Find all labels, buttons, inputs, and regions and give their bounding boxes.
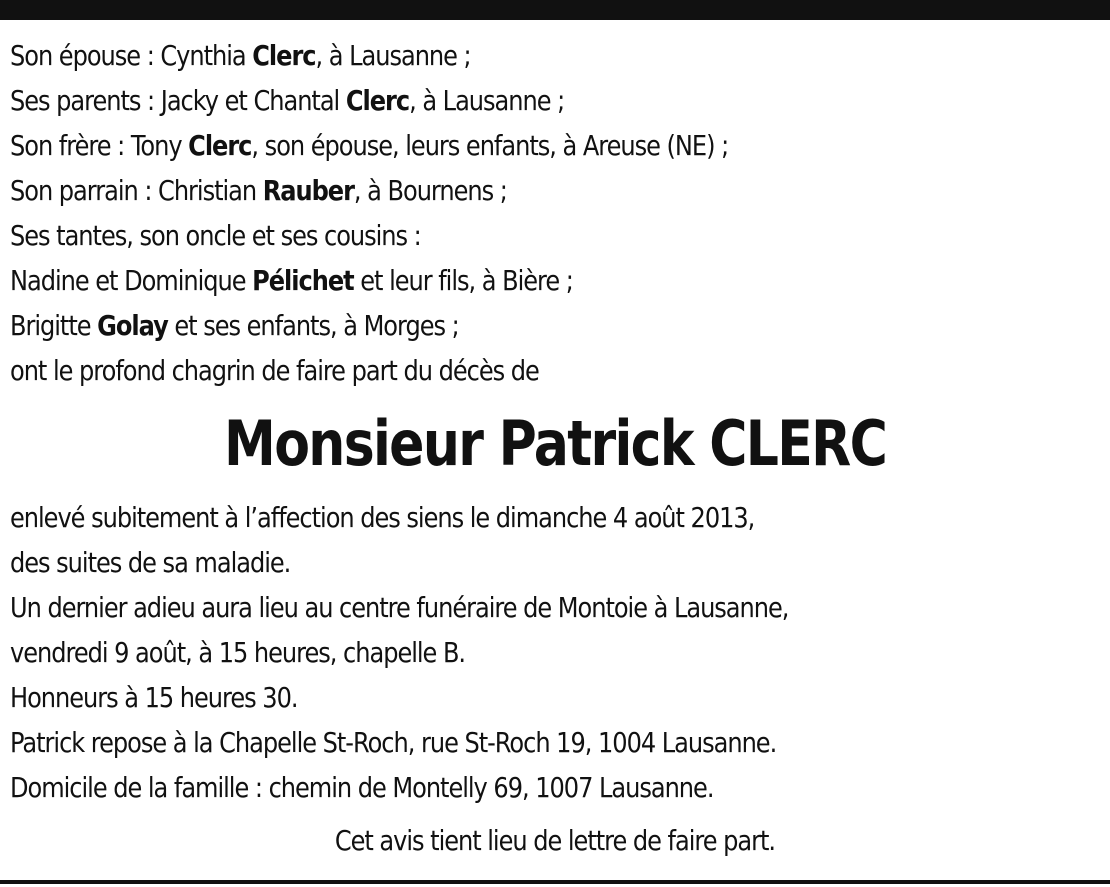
- surname: Golay: [97, 309, 168, 342]
- family-line-relatives-intro: Ses tantes, son oncle et ses cousins :: [10, 219, 421, 252]
- bottom-border: [0, 880, 1110, 884]
- family-line-brother: Son frère : Tony Clerc, son épouse, leurs enfants, à Areuse (NE) ;: [10, 129, 729, 162]
- family-line-parents: Ses parents : Jacky et Chantal Clerc, à Lausanne ;: [10, 84, 565, 117]
- family-line-godfather: Son parrain : Christian Rauber, à Bournens ;: [10, 174, 507, 207]
- detail-line: Un dernier adieu aura lieu au centre funéraire de Montoie à Lausanne,: [10, 591, 789, 624]
- details-list: [10, 495, 1105, 810]
- family-line-aunt-1: Nadine et Dominique Pélichet et leur fils, à Bière ;: [10, 264, 573, 297]
- top-border: [0, 0, 1110, 20]
- surname: Pélichet: [252, 264, 354, 297]
- detail-line: Patrick repose à la Chapelle St-Roch, rue St-Roch 19, 1004 Lausanne.: [10, 726, 777, 759]
- detail-line: vendredi 9 août, à 15 heures, chapelle B.: [10, 636, 466, 669]
- surname: Rauber: [262, 174, 354, 207]
- announcement-line: ont le profond chagrin de faire part du décès de: [10, 354, 539, 387]
- surname: Clerc: [252, 39, 316, 72]
- detail-line: enlevé subitement à l’affection des siens le dimanche 4 août 2013,: [10, 501, 755, 534]
- family-line-wife: Son épouse : Cynthia Clerc, à Lausanne ;: [10, 39, 471, 72]
- detail-line: des suites de sa maladie.: [10, 546, 291, 579]
- surname: Clerc: [345, 84, 410, 117]
- surname: Clerc: [188, 129, 252, 162]
- closing-note: Cet avis tient lieu de lettre de faire part.: [334, 824, 776, 857]
- detail-line: Honneurs à 15 heures 30.: [10, 681, 298, 714]
- deceased-name: Monsieur Patrick CLERC: [223, 407, 887, 480]
- detail-line: Domicile de la famille : chemin de Montelly 69, 1007 Lausanne.: [10, 771, 714, 804]
- family-list: [10, 33, 1105, 393]
- family-line-aunt-2: Brigitte Golay et ses enfants, à Morges ;: [10, 309, 459, 342]
